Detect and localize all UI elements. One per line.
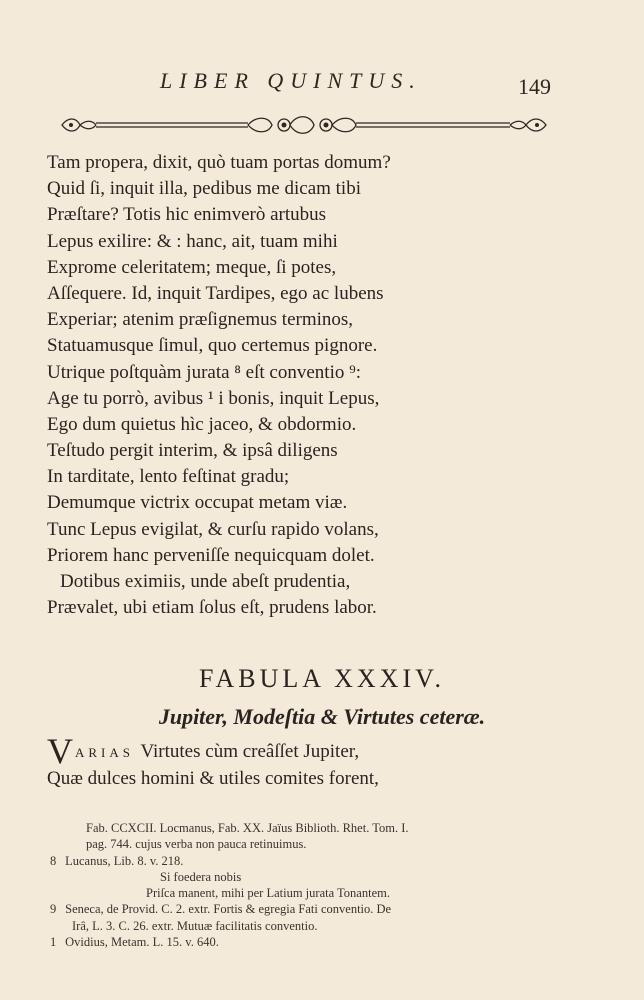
verse-line: Ego dum quietus hìc jaceo, & obdormio. [47,413,357,435]
verse-line: Teſtudo pergit interim, & ipsâ diligens [47,440,338,462]
verse-line: Aſſequere. Id, inquit Tardipes, ego ac lubens [47,282,384,304]
verse-line: Quid ſi, inquit illa, pedibus me dicam tibi [47,178,361,200]
footnote-text: Ovidius, Metam. L. 15. v. 640. [65,935,219,950]
opening-line [47,731,517,771]
verse-line: Prævalet, ubi etiam ſolus eſt, prudens labor. [47,597,377,619]
footnotes [50,820,570,950]
verse-line: Tam propera, dixit, quò tuam portas domum? [47,152,391,173]
footnote-number: 8 [50,853,57,868]
fable-verse [47,150,497,621]
verse-line: Statuamusque ſimul, quo certemus pignore. [47,335,378,357]
verse-line: Lepus exilire: & : hanc, ait, tuam mihi [47,230,338,252]
small-caps-word: ARIAS [75,745,135,760]
verse-line: Tunc Lepus evigilat, & curſu rapido volans, [47,518,379,540]
footnote-9 [50,901,570,917]
source-note: pag. 744. cujus verba non pauca retinuimus. [86,837,307,852]
fable-opening [47,731,517,793]
footnote-text: Lucanus, Lib. 8. v. 218. [65,853,184,868]
verse-line: Dotibus eximiis, unde abeſt prudentia, [60,571,351,592]
verse-line: Utrique poſtquàm jurata ⁸ eſt conventio ⁹: [47,361,362,383]
verse-line: Præſtare? Totis hic enimverò artubus [47,204,327,226]
verse-line: Demumque victrix occupat metam viæ. [47,492,348,514]
fable-title: Jupiter, Modeſtia & Virtutes ceteræ. [158,704,486,729]
drop-cap: V [47,731,73,771]
verse-line: Exprome celeritatem; meque, ſi potes, [47,256,337,278]
page-number: 149 [518,74,551,99]
footnote-number: 1 [50,935,57,950]
decorative-rule-ornament [58,112,550,138]
footnote-text: Seneca, de Provid. C. 2. extr. Fortis & egregia Fati conventio. De [65,902,392,917]
running-title: LIBER QUINTUS. [160,68,422,93]
verse-line: Age tu porrò, avibus ¹ i bonis, inquit Lepus, [47,387,380,409]
verse-line: Experiar; atenim præſignemus terminos, [47,309,354,331]
footnote-quote: Si foedera nobis [160,869,242,884]
footnote-continuation: Irâ, L. 3. C. 26. extr. Mutuæ facilitatis conventio. [72,918,318,933]
footnote-1 [50,934,570,950]
footnote-number: 9 [50,902,57,917]
opening-line-text: Virtutes cùm creâſſet Jupiter, [140,741,360,762]
opening-line: Quæ dulces homini & utiles comites forent, [47,768,379,789]
fable-heading: FABULA XXXIV. [198,664,446,693]
footnote-quote: Priſca manent, mihi per Latium jurata Tonantem. [146,886,390,901]
source-note: Fab. CCXCII. Locmanus, Fab. XX. Jaïus Biblioth. Rhet. Tom. I. [86,821,409,835]
verse-line: In tarditate, lento feſtinat gradu; [47,466,290,488]
verse-line: Priorem hanc perveniſſe nequicquam dolet. [47,544,375,566]
footnote-8 [50,853,570,869]
